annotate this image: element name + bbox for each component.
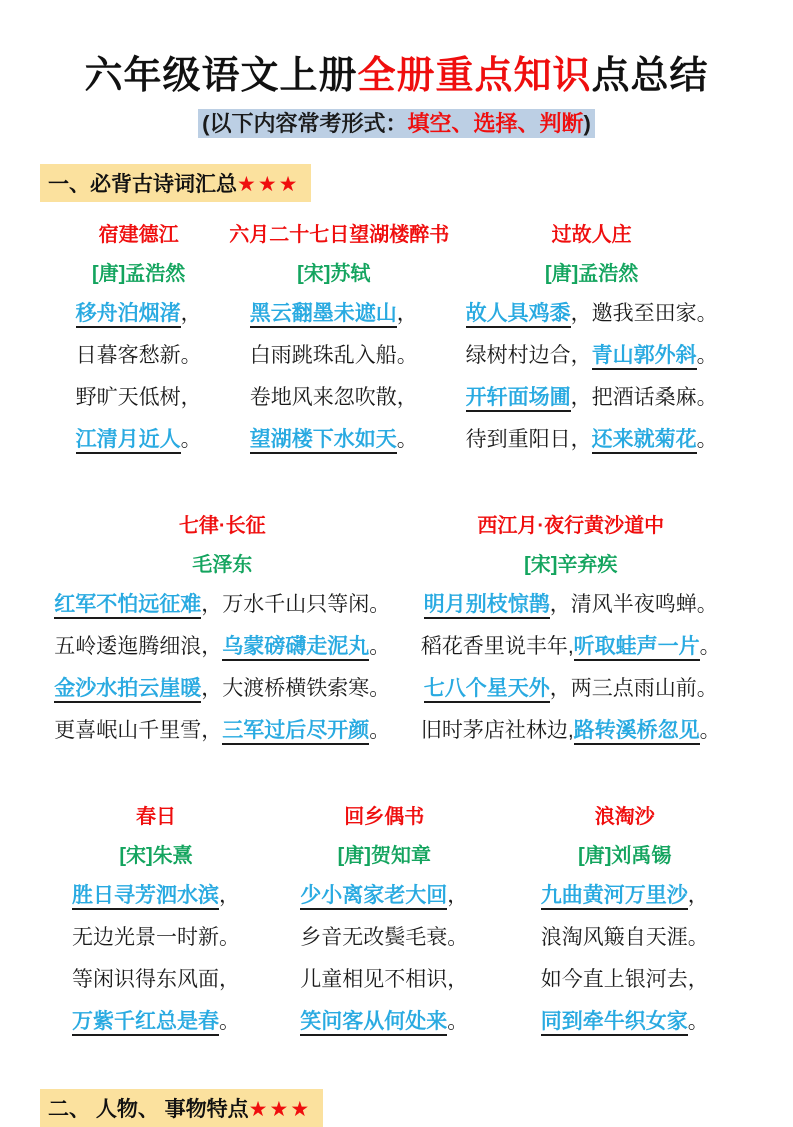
poem-key-phrase: 笑问客从何处来	[300, 1010, 447, 1036]
poem-author: [宋]朱熹	[119, 845, 193, 867]
subtitle-suffix: )	[583, 111, 591, 136]
poem-text: 稻花香里说丰年,	[420, 635, 574, 658]
poem-line	[48, 293, 229, 335]
poem-text: 白雨跳珠乱入船。	[249, 344, 418, 367]
poem-author: [宋]辛弃疾	[524, 554, 618, 576]
poem-line	[48, 959, 264, 1001]
poem-line	[397, 668, 746, 710]
poem	[48, 222, 229, 461]
poem-key-phrase: 黑云翻墨未遮山	[250, 302, 397, 328]
poem-title: 六月二十七日望湖楼醉书	[229, 224, 450, 246]
poem-title: 宿建德江	[98, 224, 179, 246]
poem-title: 浪淘沙	[594, 806, 655, 828]
poem-line	[438, 335, 745, 377]
section2-label: 二、 人物、 事物特点	[48, 1098, 249, 1121]
poem-row-3	[48, 804, 745, 1043]
poem-text: 卷地风来忽吹散，	[249, 386, 418, 409]
poem	[48, 513, 397, 752]
title-part-red: 全册重点知识	[357, 55, 592, 97]
poem-key-phrase: 望湖楼下水如天	[250, 428, 397, 454]
poem-key-phrase: 金沙水拍云崖暖	[54, 677, 201, 703]
poem-key-phrase: 七八个星天外	[424, 677, 550, 703]
poem-author: [唐]孟浩然	[544, 263, 639, 285]
poem-key-phrase: 同到牵牛织女家	[541, 1010, 688, 1036]
section1-label: 一、必背古诗词汇总	[48, 173, 237, 196]
poem-line	[48, 1001, 264, 1043]
poem-line	[438, 293, 745, 335]
poem-line	[229, 419, 438, 461]
poem-key-phrase: 万紫千红总是春	[72, 1010, 219, 1036]
poem	[438, 222, 745, 461]
poem-line	[264, 917, 504, 959]
poem-key-phrase: 开轩面场圃	[466, 386, 571, 412]
title-part-black-2: 点总结	[591, 55, 709, 97]
poem-key-phrase: 红军不怕远征难	[54, 593, 201, 619]
poem-text: ，	[396, 302, 418, 325]
star-rating-icon: ★★★	[237, 173, 300, 196]
poem-line	[438, 377, 745, 419]
poem-line	[48, 626, 397, 668]
poem-text: 等闲识得东风面，	[72, 968, 241, 991]
poem-line	[48, 584, 397, 626]
poem-text: 。	[180, 428, 202, 451]
section-heading-characteristics	[40, 1089, 323, 1127]
poem	[264, 804, 504, 1043]
poem-text: 。	[699, 719, 721, 742]
poem-title: 七律·长征	[178, 515, 266, 537]
poem-text: 。	[396, 428, 418, 451]
poem-text: 。	[219, 1010, 241, 1033]
section-heading-poems	[40, 164, 311, 202]
poem-line	[397, 710, 746, 752]
poem-text: 儿童相见不相识，	[300, 968, 469, 991]
page-title	[48, 44, 745, 99]
poem-author: [宋]苏轼	[297, 263, 371, 285]
poem-title: 西江月·夜行黄沙道中	[477, 515, 665, 537]
subtitle-prefix: (以下内容常考形式：	[202, 111, 408, 136]
poem-line	[505, 1001, 745, 1043]
poem-text: 野旷天低树，	[75, 386, 202, 409]
poem-text: ，	[447, 884, 469, 907]
poem-text: ，	[219, 884, 241, 907]
poem-line	[505, 959, 745, 1001]
poem-text: 。	[687, 1010, 709, 1033]
poem-text: ，大渡桥横铁索寒。	[201, 677, 391, 700]
poem	[397, 513, 746, 752]
subtitle-exam-forms: 填空、选择、判断	[407, 111, 584, 136]
poem-text: 无边光景一时新。	[72, 926, 241, 949]
poem-text: ，	[180, 302, 202, 325]
poem-line	[48, 335, 229, 377]
poem-text: ，邀我至田家。	[570, 302, 718, 325]
poem-text: 浪淘风簸自天涯。	[540, 926, 709, 949]
poem-key-phrase: 路转溪桥忽见	[574, 719, 700, 745]
poem-line	[48, 917, 264, 959]
poem-key-phrase: 乌蒙磅礴走泥丸	[222, 635, 369, 661]
poem-author: [唐]刘禹锡	[578, 845, 672, 867]
poem-key-phrase: 故人具鸡黍	[466, 302, 571, 328]
poem-line	[48, 710, 397, 752]
poem-line	[48, 668, 397, 710]
poem-line	[397, 584, 746, 626]
poem-text: 。	[696, 344, 718, 367]
poem-key-phrase: 九曲黄河万里沙	[541, 884, 688, 910]
poem-author: 毛泽东	[192, 554, 253, 576]
poem	[48, 804, 264, 1043]
poem-key-phrase: 三军过后尽开颜	[222, 719, 369, 745]
poem-key-phrase: 移舟泊烟渚	[76, 302, 181, 328]
poem-key-phrase: 胜日寻芳泗水滨	[72, 884, 219, 910]
poem-line	[264, 875, 504, 917]
poem-text: 。	[696, 428, 718, 451]
poem-text: 绿树村边合，	[465, 344, 592, 367]
poem-title: 回乡偶书	[344, 806, 425, 828]
poem-line	[264, 1001, 504, 1043]
poem-title: 春日	[136, 806, 177, 828]
poem-title: 过故人庄	[551, 224, 632, 246]
poem-line	[505, 917, 745, 959]
poem-line	[48, 875, 264, 917]
poem-text: 五岭逶迤腾细浪，	[54, 635, 223, 658]
poem-key-phrase: 少小离家老大回	[300, 884, 447, 910]
page-subtitle	[48, 107, 745, 138]
poem-key-phrase: 江清月近人	[76, 428, 181, 454]
poem-key-phrase: 明月别枝惊鹊	[424, 593, 550, 619]
poem-text: ，清风半夜鸣蝉。	[549, 593, 718, 616]
poem-line	[229, 335, 438, 377]
poem-line	[48, 377, 229, 419]
poem-text: ，把酒话桑麻。	[570, 386, 718, 409]
poem-line	[438, 419, 745, 461]
poem-text: 待到重阳日，	[465, 428, 592, 451]
star-rating-icon: ★★★	[248, 1098, 312, 1121]
poem-author: [唐]孟浩然	[91, 263, 186, 285]
poem	[229, 222, 450, 461]
poem-text: ，两三点雨山前。	[549, 677, 718, 700]
poem-text: 。	[699, 635, 721, 658]
poem-key-phrase: 青山郭外斜	[592, 344, 697, 370]
poem-row-2	[48, 513, 745, 752]
poem-text: 更喜岷山千里雪，	[54, 719, 223, 742]
poem-text: 如今直上银河去，	[540, 968, 709, 991]
poem-line	[229, 293, 438, 335]
poem-text: 乡音无改鬓毛衰。	[300, 926, 469, 949]
poem-line	[264, 959, 504, 1001]
poem-author: [唐]贺知章	[337, 845, 431, 867]
poem-line	[397, 626, 746, 668]
poem-text: 日暮客愁新。	[75, 344, 202, 367]
poem-key-phrase: 听取蛙声一片	[574, 635, 700, 661]
poem	[505, 804, 745, 1043]
poem-text: 。	[369, 635, 391, 658]
poem-line	[505, 875, 745, 917]
poem-text: 旧时茅店社林边,	[420, 719, 574, 742]
poem-row-1	[48, 222, 745, 461]
poem-text: ，万水千山只等闲。	[201, 593, 391, 616]
poem-line	[48, 419, 229, 461]
poem-key-phrase: 还来就菊花	[592, 428, 697, 454]
poem-line	[229, 377, 438, 419]
poem-text: 。	[447, 1010, 469, 1033]
poem-text: 。	[369, 719, 391, 742]
poem-text: ，	[687, 884, 709, 907]
title-part-black-1: 六年级语文上册	[84, 55, 358, 97]
